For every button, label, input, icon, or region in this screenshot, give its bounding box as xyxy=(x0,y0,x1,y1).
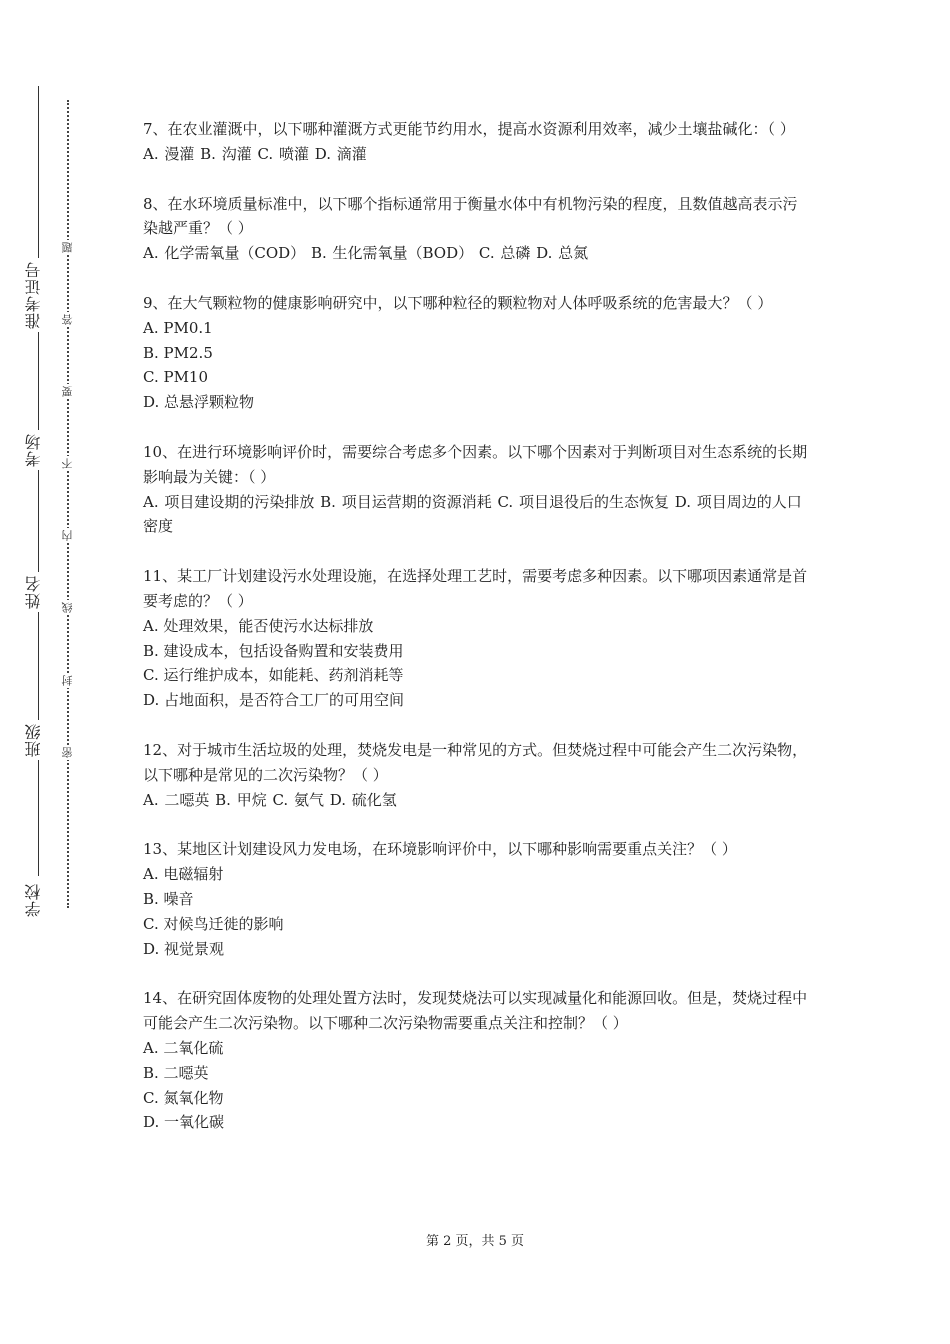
seal-dotted-line xyxy=(67,100,69,908)
question-stem: 8、在水环境质量标准中，以下哪个指标通常用于衡量水体中有机物污染的程度，且数值越高表示污染越严重？（ ） xyxy=(143,194,798,238)
seal-char: 线 xyxy=(61,602,74,613)
question-8 xyxy=(143,192,811,266)
binding-margin xyxy=(0,0,110,1344)
option-a: A. 电磁辐射 xyxy=(143,865,224,884)
question-13 xyxy=(143,837,811,961)
option-a: A. PM0.1 xyxy=(143,318,213,337)
label-class: 班级 xyxy=(22,720,54,760)
question-stem: 12、对于城市生活垃圾的处理，焚烧发电是一种常见的方式。但焚烧过程中可能会产生二次污染物，以下哪种是常见的二次污染物？（ ） xyxy=(143,740,808,784)
option-c: C. 运行维护成本，如能耗、药剂消耗等 xyxy=(143,666,404,685)
option-d: D. 占地面积，是否符合工厂的可用空间 xyxy=(143,691,405,710)
option-a: A. 二氧化硫 xyxy=(143,1038,224,1057)
question-list xyxy=(143,117,811,1160)
question-12 xyxy=(143,738,811,812)
seal-char: 内 xyxy=(61,530,74,541)
question-stem: 7、在农业灌溉中，以下哪种灌溉方式更能节约用水，提高水资源利用效率，减少土壤盐碱化：（ ） xyxy=(143,120,795,138)
question-stem: 11、某工厂计划建设污水处理设施，在选择处理工艺时，需要考虑多种因素。以下哪项因素通常是首要考虑的？（ ） xyxy=(143,567,808,610)
option-d: D. 一氧化碳 xyxy=(143,1113,225,1132)
option-c: C. 对候鸟迁徙的影响 xyxy=(143,914,284,933)
question-stem: 9、在大气颗粒物的健康影响研究中，以下哪种粒径的颗粒物对人体呼吸系统的危害最大？（ ） xyxy=(143,293,773,312)
option-b: B. 二噁英 xyxy=(143,1063,209,1082)
question-9 xyxy=(143,291,811,415)
label-name: 姓名 xyxy=(22,572,54,612)
label-exam-room: 考场 xyxy=(22,430,54,470)
option-c: C. 氮氧化物 xyxy=(143,1088,224,1107)
seal-char: 不 xyxy=(61,458,74,469)
question-options: A. 漫灌 B. 沟灌 C. 喷灌 D. 滴灌 xyxy=(143,144,367,163)
question-10 xyxy=(143,440,811,539)
question-stem: 13、某地区计划建设风力发电场，在环境影响评价中，以下哪种影响需要重点关注？（ ） xyxy=(143,840,737,859)
label-admission-number: 准考证号 xyxy=(22,258,54,332)
label-school: 学校 xyxy=(22,880,54,920)
option-d: D. 视觉景观 xyxy=(143,939,225,958)
question-options: A. 二噁英 B. 甲烷 C. 氨气 D. 硫化氢 xyxy=(143,790,397,809)
option-a: A. 处理效果，能否使污水达标排放 xyxy=(143,616,374,635)
page-footer: 第 2 页，共 5 页 xyxy=(425,1234,525,1249)
option-b: B. 噪音 xyxy=(143,889,194,908)
question-options: A. 化学需氧量（COD） B. 生化需氧量（BOD） C. 总磷 D. 总氮 xyxy=(143,244,589,263)
question-14 xyxy=(143,986,811,1135)
question-7 xyxy=(143,117,811,167)
question-stem: 14、在研究固体废物的处理处置方法时，发现焚烧法可以实现减量化和能源回收。但是，焚烧过程中可能会产生二次污染物。以下哪种二次污染物需要重点关注和控制？（ ） xyxy=(143,989,808,1033)
seal-char: 答 xyxy=(61,314,74,325)
option-c: C. PM10 xyxy=(143,368,209,387)
option-b: B. PM2.5 xyxy=(143,343,213,362)
seal-char: 要 xyxy=(61,386,74,397)
seal-char: 题 xyxy=(61,242,74,253)
option-b: B. 建设成本，包括设备购置和安装费用 xyxy=(143,641,404,660)
question-11 xyxy=(143,564,811,713)
question-options: A. 项目建设期的污染排放 B. 项目运营期的资源消耗 C. 项目退役后的生态恢复 D. 项目周边的人口密度 xyxy=(143,492,802,536)
seal-char: 密 xyxy=(61,747,74,758)
seal-char: 封 xyxy=(61,675,74,686)
question-stem: 10、在进行环境影响评价时，需要综合考虑多个因素。以下哪个因素对于判断项目对生态系统的长期影响最为关键：（ ） xyxy=(143,442,808,486)
option-d: D. 总悬浮颗粒物 xyxy=(143,393,255,412)
